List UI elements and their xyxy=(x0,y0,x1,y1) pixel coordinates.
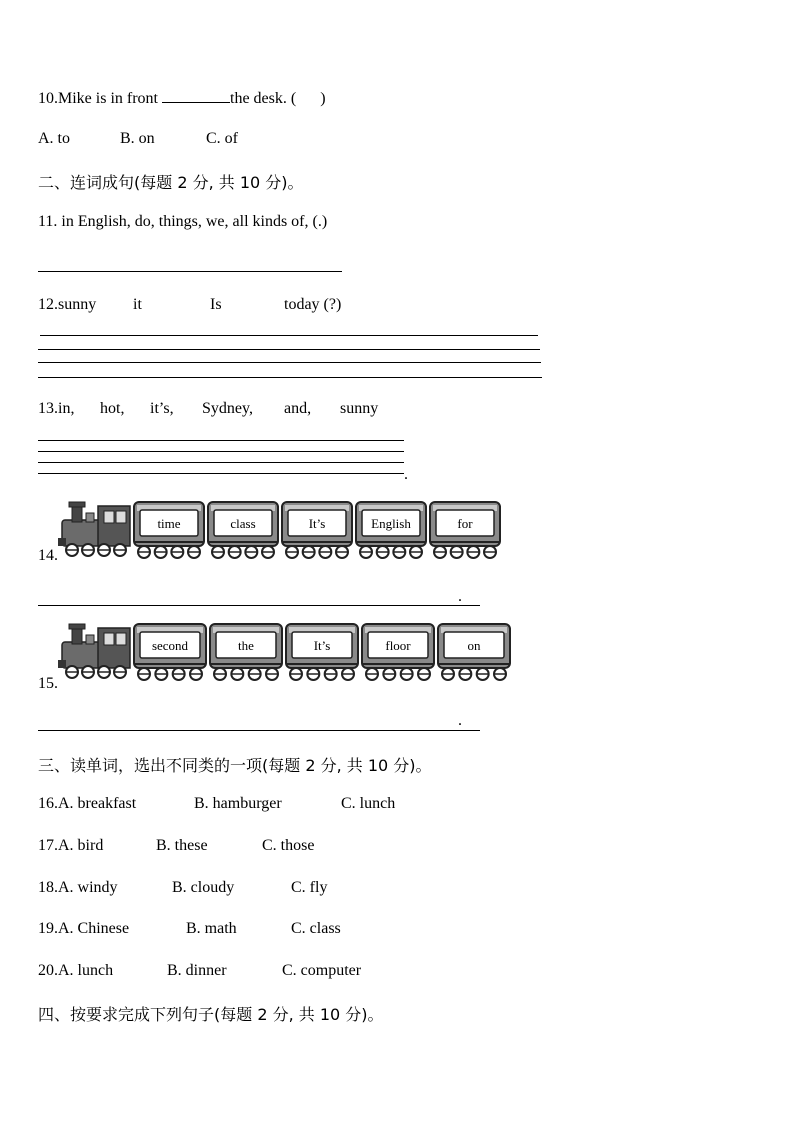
question-19 xyxy=(38,920,341,938)
q20-number: 20. xyxy=(38,962,58,979)
car-word: time xyxy=(157,516,181,531)
locomotive-icon xyxy=(58,624,130,678)
option-a[interactable]: A. breakfast xyxy=(58,795,137,812)
answer-line[interactable] xyxy=(38,473,404,474)
question-11: 11. in English, do, things, we, all kinds of, (.) xyxy=(38,213,328,230)
word: today (?) xyxy=(284,296,342,313)
end-mark: . xyxy=(458,712,462,729)
train-car xyxy=(134,502,204,558)
option-a[interactable]: A. windy xyxy=(58,879,118,896)
option-b[interactable]: B. on xyxy=(120,130,155,147)
question-17 xyxy=(38,837,314,855)
answer-line[interactable] xyxy=(40,335,538,336)
word: Sydney, xyxy=(202,400,253,417)
train-car xyxy=(282,502,352,558)
car-word: It’s xyxy=(308,516,326,531)
train-car xyxy=(134,624,206,680)
option-a[interactable]: A. to xyxy=(38,130,70,147)
word: it xyxy=(133,296,142,313)
train-car xyxy=(362,624,434,680)
word: in, xyxy=(58,400,75,417)
option-b[interactable]: B. math xyxy=(186,920,237,937)
q12-number: 12. xyxy=(38,296,58,313)
q16-number: 16. xyxy=(38,795,58,812)
word: and, xyxy=(284,400,312,417)
option-b[interactable]: B. dinner xyxy=(167,962,227,979)
option-b[interactable]: B. hamburger xyxy=(194,795,282,812)
word: hot, xyxy=(100,400,125,417)
car-word: class xyxy=(230,516,256,531)
end-mark: . xyxy=(458,588,462,605)
car-word: second xyxy=(151,638,189,653)
word: sunny xyxy=(340,400,379,417)
car-word: It’s xyxy=(313,638,331,653)
q10-stem: 10.Mike is in front xyxy=(38,90,162,107)
section-2-title: 二、连词成句(每题 2 分, 共 10 分)。 xyxy=(38,173,304,192)
section-4-title: 四、按要求完成下列句子(每题 2 分, 共 10 分)。 xyxy=(38,1005,384,1024)
answer-line[interactable] xyxy=(38,440,404,441)
car-word: for xyxy=(457,516,473,531)
train-car xyxy=(210,624,282,680)
train-car xyxy=(208,502,278,558)
option-c[interactable]: C. fly xyxy=(291,879,328,896)
answer-line[interactable] xyxy=(38,730,480,731)
end-mark: . xyxy=(404,466,408,483)
word: it’s, xyxy=(150,400,174,417)
option-c[interactable]: C. class xyxy=(291,920,341,937)
locomotive-icon xyxy=(58,502,130,556)
answer-blank[interactable] xyxy=(162,88,230,103)
car-word: floor xyxy=(385,638,411,653)
answer-line[interactable] xyxy=(38,605,480,606)
question-16 xyxy=(38,795,395,813)
car-word: the xyxy=(238,638,254,653)
answer-line[interactable] xyxy=(38,362,541,363)
word: Is xyxy=(210,296,222,313)
train-car xyxy=(438,624,510,680)
word: sunny xyxy=(58,296,97,313)
q18-number: 18. xyxy=(38,879,58,896)
option-b[interactable]: B. cloudy xyxy=(172,879,235,896)
question-10 xyxy=(38,88,326,108)
q14-number: 14. xyxy=(38,547,58,564)
question-18 xyxy=(38,879,327,897)
car-word: English xyxy=(371,516,411,531)
train-14 xyxy=(58,498,508,564)
answer-line[interactable] xyxy=(38,349,540,350)
q19-number: 19. xyxy=(38,920,58,937)
q17-number: 17. xyxy=(38,837,58,854)
car-word: on xyxy=(467,638,481,653)
train-15 xyxy=(58,620,518,688)
option-a[interactable]: A. Chinese xyxy=(58,920,130,937)
option-a[interactable]: A. lunch xyxy=(58,962,114,979)
option-a[interactable]: A. bird xyxy=(58,837,104,854)
answer-line[interactable] xyxy=(38,462,404,463)
question-12 xyxy=(38,296,341,314)
q10-options xyxy=(38,130,238,148)
question-20 xyxy=(38,962,361,980)
train-car xyxy=(286,624,358,680)
train-car xyxy=(356,502,426,558)
option-c[interactable]: C. those xyxy=(262,837,315,854)
option-c[interactable]: C. of xyxy=(206,130,238,147)
q10-stem-end: the desk. ( xyxy=(230,90,297,107)
q13-number: 13. xyxy=(38,400,58,417)
q15-number: 15. xyxy=(38,675,58,692)
question-13 xyxy=(38,400,378,418)
option-b[interactable]: B. these xyxy=(156,837,208,854)
q10-bracket-close: ) xyxy=(320,90,326,107)
section-3-title: 三、读单词，选出不同类的一项(每题 2 分, 共 10 分)。 xyxy=(38,756,432,775)
train-car xyxy=(430,502,500,558)
answer-line[interactable] xyxy=(38,451,404,452)
option-c[interactable]: C. lunch xyxy=(341,795,396,812)
answer-line[interactable] xyxy=(38,377,542,378)
option-c[interactable]: C. computer xyxy=(282,962,362,979)
answer-line[interactable] xyxy=(38,271,342,272)
